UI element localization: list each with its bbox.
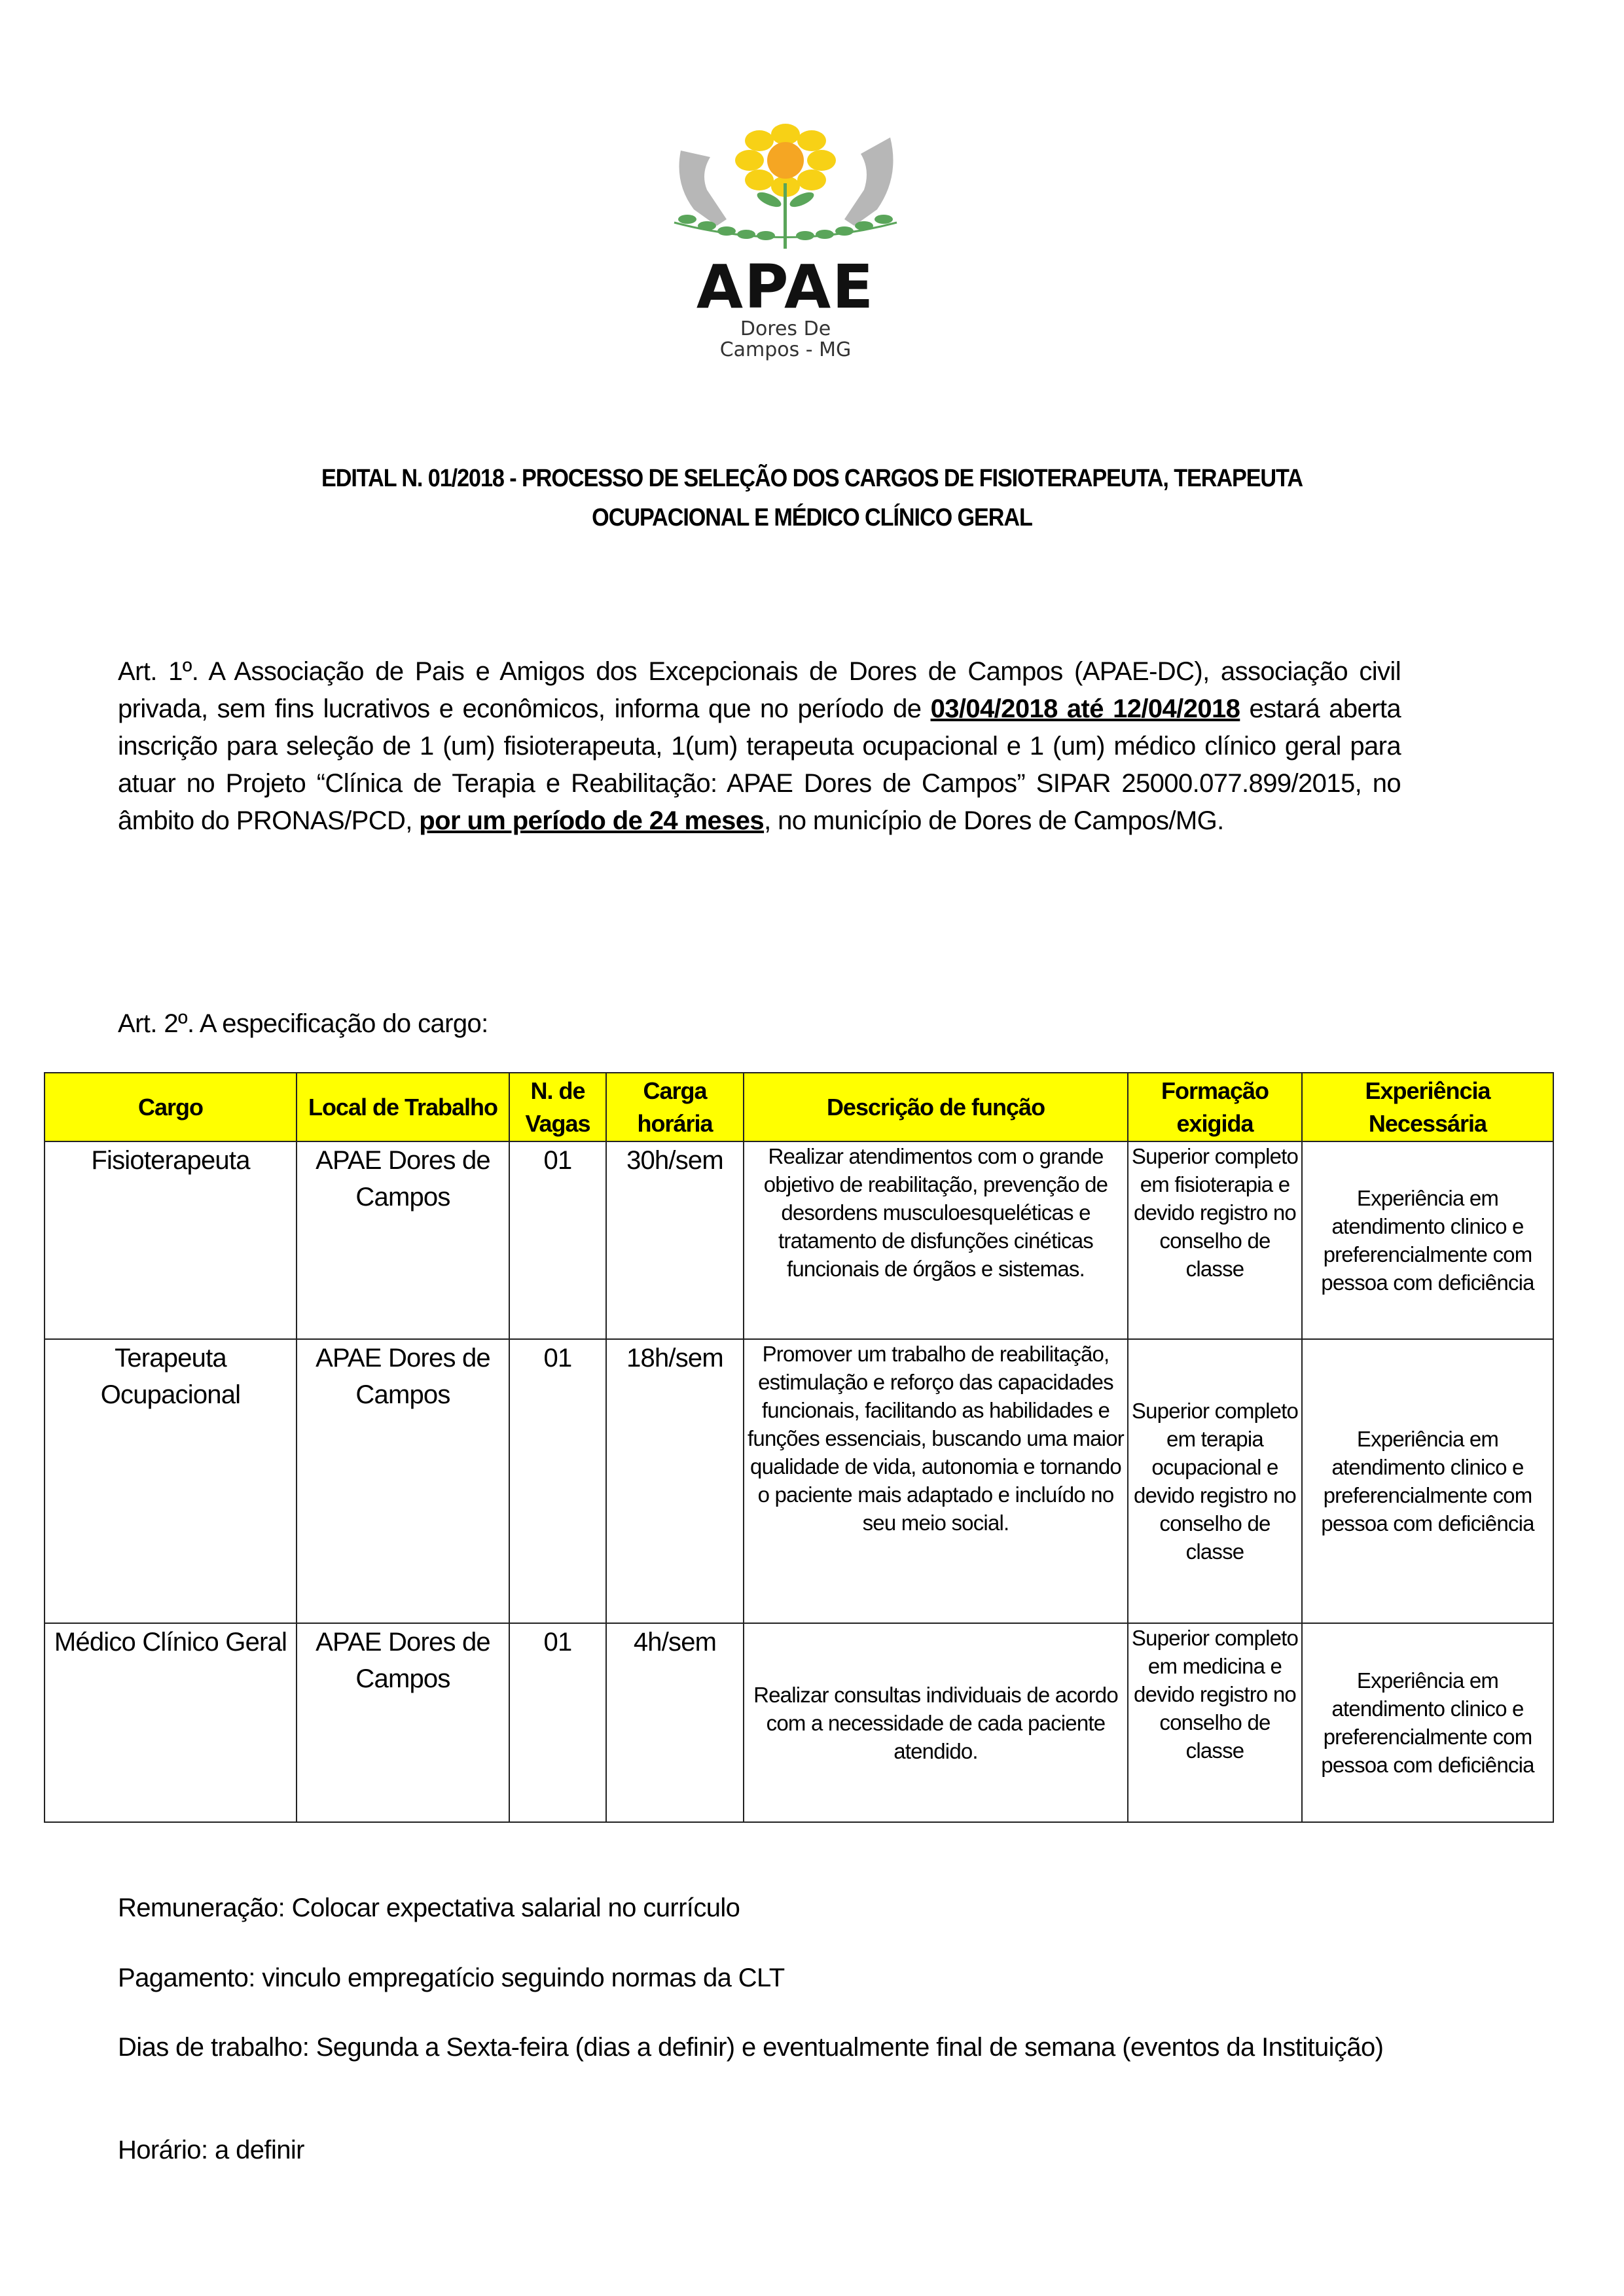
table-row — [45, 1623, 1553, 1822]
cell-carga: 30h/sem — [606, 1141, 744, 1339]
header-carga: Carga horária — [606, 1073, 744, 1141]
logo-subtitle-2: Campos - MG — [719, 338, 852, 361]
cell-local: APAE Dores de Campos — [297, 1339, 509, 1623]
cell-descricao: Promover um trabalho de reabilitação, estimulação e reforço das capacidades funcionais, facilitando as habilidades e funções essenciais, buscando uma maior qualidade de vida, autonomia e tornando o paciente mais adaptado e incluído no seu meio social. — [744, 1339, 1128, 1623]
article-1-text-b: estará aberta inscrição para seleção de 1 (um) fisioterapeuta, 1(um) terapeuta ocupacional e 1 (um) médico clínico geral para atuar no Projeto “Clínica de Terapia e Reabilitação: APAE Dores de Campos” SIPAR 25000.077.899/2015, no âmbito do PRONAS/PCD, — [118, 694, 1401, 835]
cell-vagas: 01 — [509, 1339, 606, 1623]
header-descricao: Descrição de função — [744, 1073, 1128, 1141]
dias-trabalho-text: Dias de trabalho: Segunda a Sexta-feira (dias a definir) e eventualmente final de semana (eventos da Instituição) — [118, 2033, 1384, 2062]
cell-descricao: Realizar atendimentos com o grande objetivo de reabilitação, prevenção de desordens musculoesqueléticas e tratamento de disfunções cinéticas funcionais de órgãos e sistemas. — [744, 1141, 1128, 1339]
article-1-duration: por um período de 24 meses — [419, 806, 765, 835]
cell-experiencia: Experiência em atendimento clinico e preferencialmente com pessoa com deficiência — [1302, 1623, 1553, 1822]
cell-formacao: Superior completo em medicina e devido registro no conselho de classe — [1128, 1623, 1302, 1822]
cell-formacao: Superior completo em fisioterapia e devido registro no conselho de classe — [1128, 1141, 1302, 1339]
article-1-period: 03/04/2018 até 12/04/2018 — [930, 694, 1240, 723]
remuneracao-text: Remuneração: Colocar expectativa salarial no currículo — [118, 1893, 740, 1922]
horario-text: Horário: a definir — [118, 2136, 304, 2164]
cell-local: APAE Dores de Campos — [297, 1623, 509, 1822]
pagamento-text: Pagamento: vinculo empregatício seguindo normas da CLT — [118, 1964, 785, 1992]
cell-vagas: 01 — [509, 1141, 606, 1339]
header-experiencia: Experiência Necessária — [1302, 1073, 1553, 1141]
cell-experiencia: Experiência em atendimento clinico e preferencialmente com pessoa com deficiência — [1302, 1141, 1553, 1339]
job-specification-table — [44, 1072, 1554, 1823]
cell-cargo: Médico Clínico Geral — [45, 1623, 297, 1822]
cell-cargo: Fisioterapeuta — [45, 1141, 297, 1339]
cell-carga: 4h/sem — [606, 1623, 744, 1822]
table-row — [45, 1339, 1553, 1623]
cell-descricao: Realizar consultas individuais de acordo com a necessidade de cada paciente atendido. — [744, 1623, 1128, 1822]
cell-vagas: 01 — [509, 1623, 606, 1822]
cell-cargo: Terapeuta Ocupacional — [45, 1339, 297, 1623]
cell-formacao: Superior completo em terapia ocupacional e devido registro no conselho de classe — [1128, 1339, 1302, 1623]
article-1-text-c: , no município de Dores de Campos/MG. — [764, 806, 1224, 835]
article-2-heading: Art. 2º. A especificação do cargo: — [118, 1009, 488, 1038]
logo-subtitle-1: Dores De — [740, 317, 831, 340]
article-1 — [118, 653, 1401, 840]
cell-local: APAE Dores de Campos — [297, 1141, 509, 1339]
table-row — [45, 1141, 1553, 1339]
cell-experiencia: Experiência em atendimento clinico e preferencialmente com pessoa com deficiência — [1302, 1339, 1553, 1623]
cell-carga: 18h/sem — [606, 1339, 744, 1623]
apae-logo — [655, 111, 916, 361]
document-title-line1: EDITAL N. 01/2018 - PROCESSO DE SELEÇÃO DOS CARGOS DE FISIOTERAPEUTA, TERAPEUTA — [321, 465, 1303, 492]
header-formacao: Formação exigida — [1128, 1073, 1302, 1141]
table-header-row — [45, 1073, 1553, 1141]
flower-hands-icon — [655, 111, 916, 252]
logo-name: APAE — [696, 252, 875, 322]
header-cargo: Cargo — [45, 1073, 297, 1141]
header-local: Local de Trabalho — [297, 1073, 509, 1141]
document-title-line2: OCUPACIONAL E MÉDICO CLÍNICO GERAL — [592, 504, 1032, 531]
header-vagas: N. de Vagas — [509, 1073, 606, 1141]
article-1-text-a: Art. 1º. A Associação de Pais e Amigos dos Excepcionais de Dores de Campos (APAE-DC), associação civil privada, sem fins lucrativos e econômicos, informa que no período de — [118, 657, 1401, 723]
